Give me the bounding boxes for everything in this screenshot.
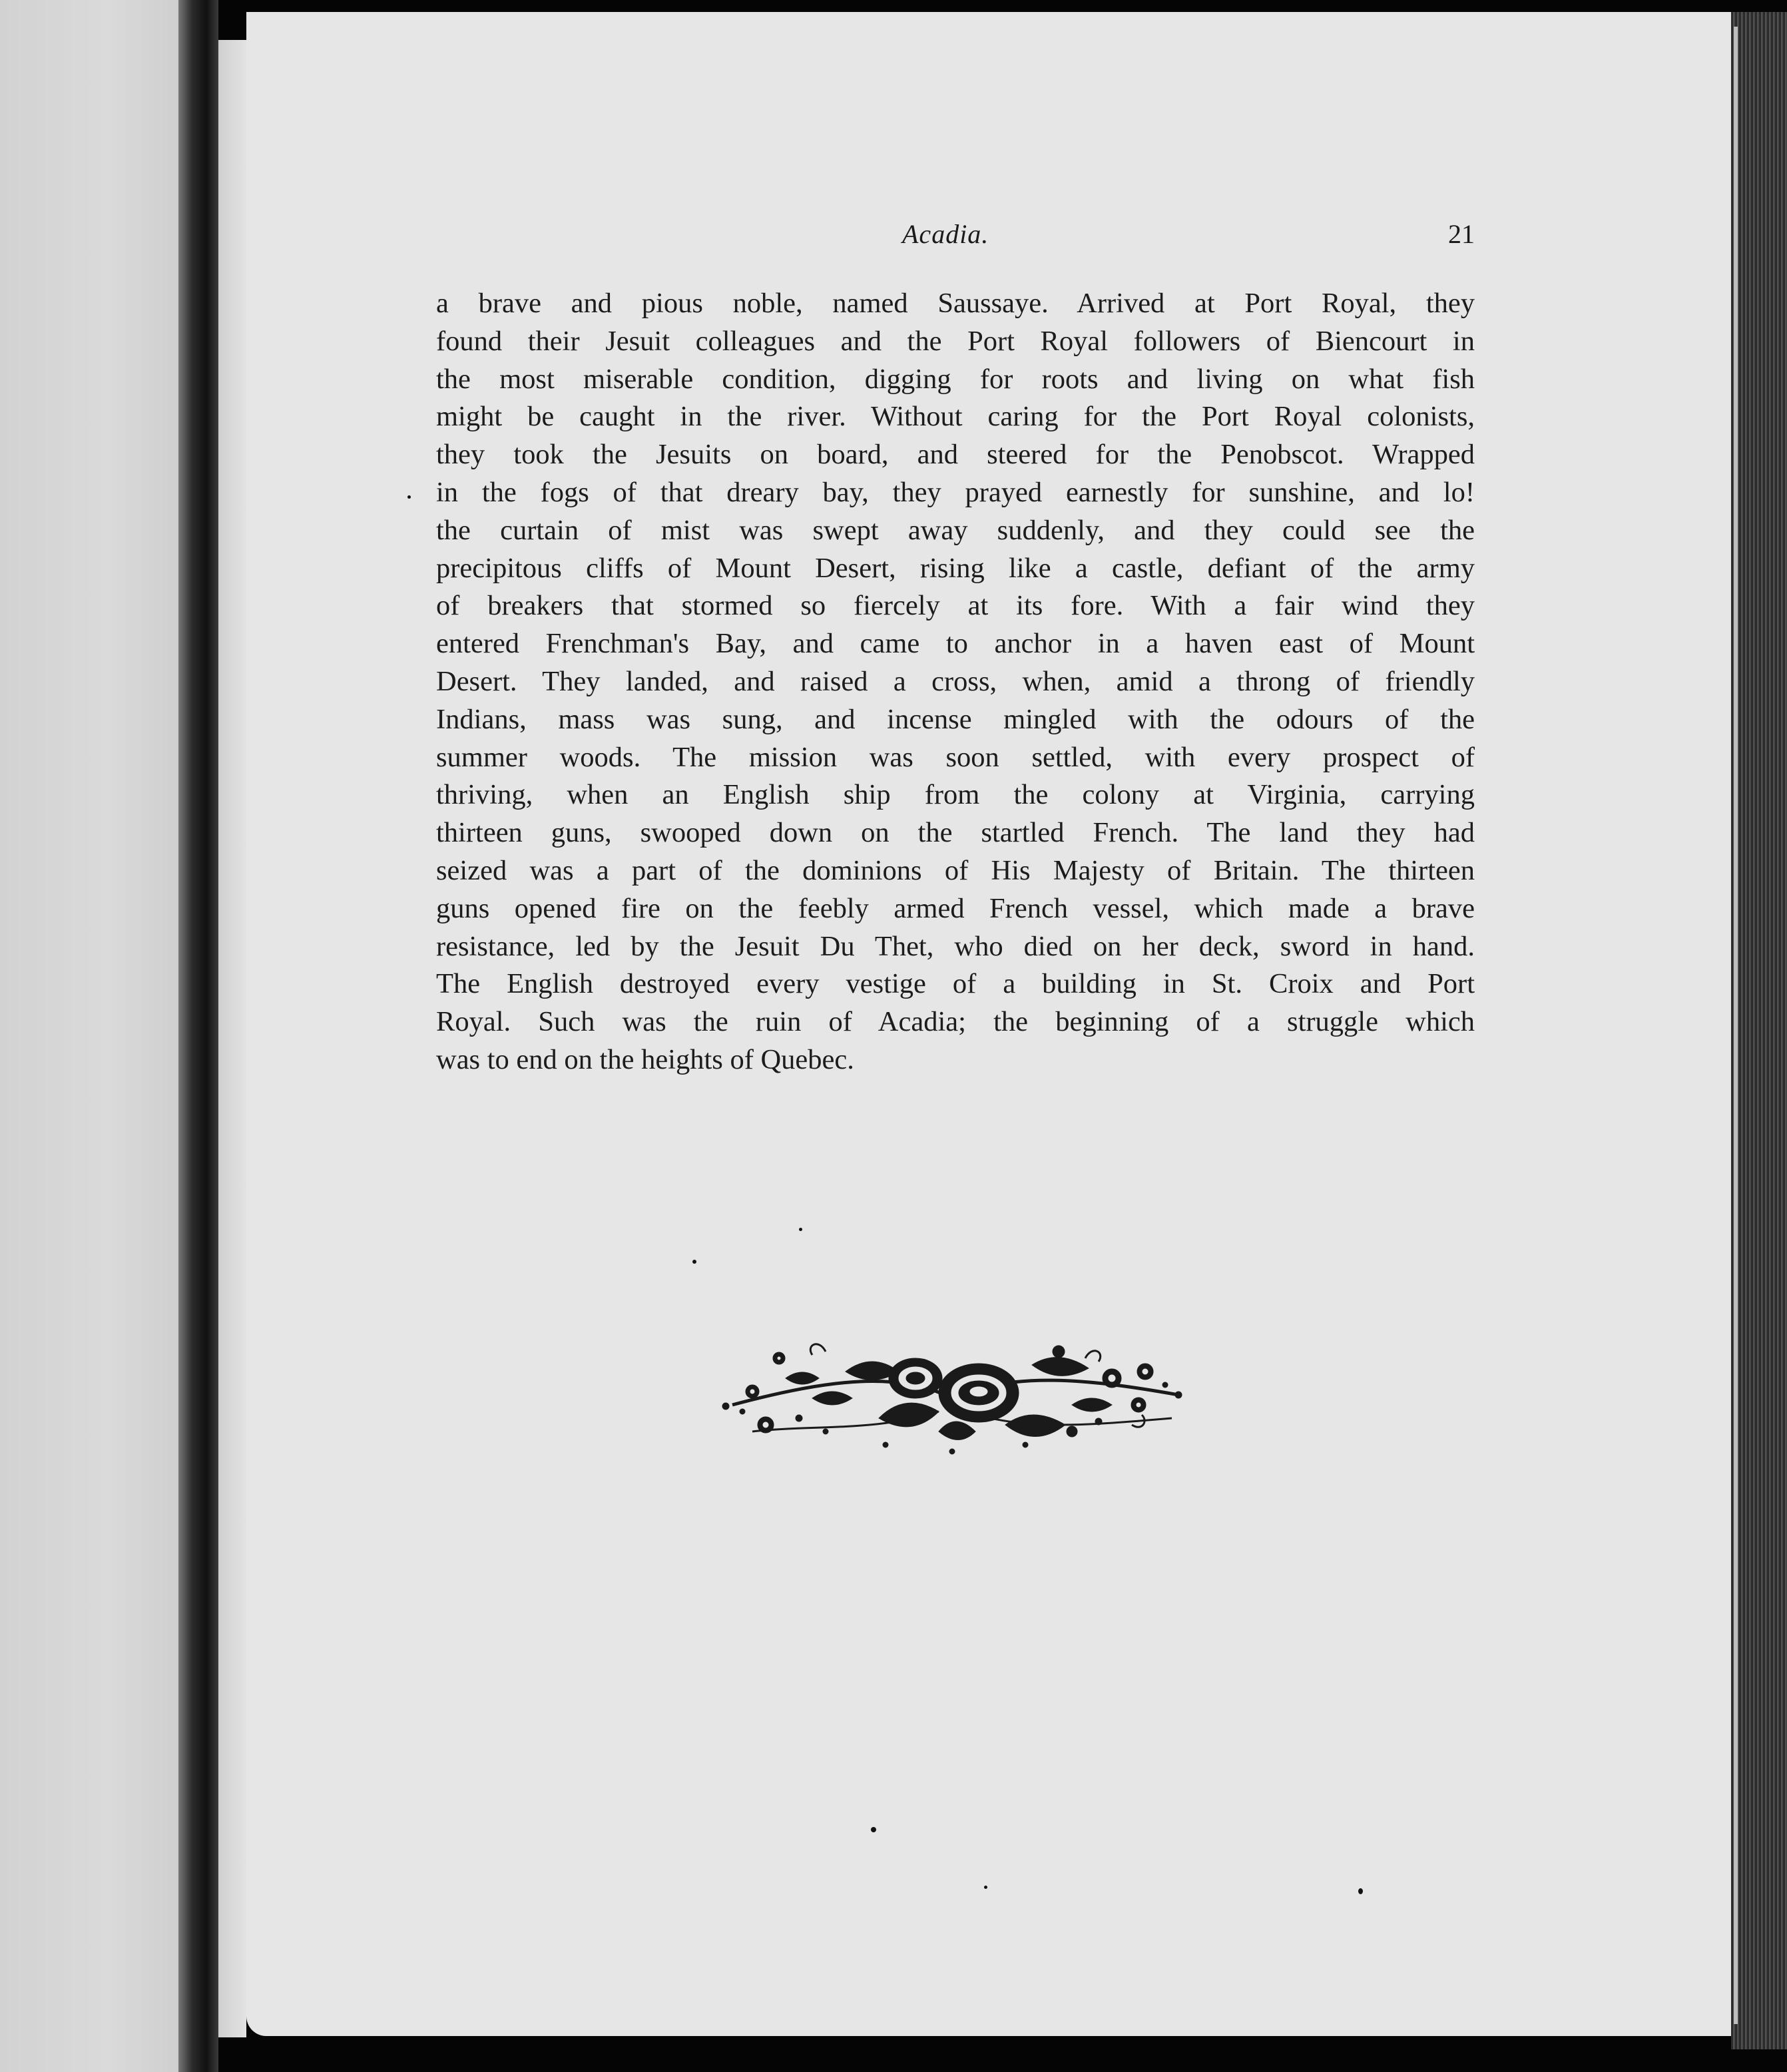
body-paragraph (436, 285, 1475, 1079)
scan-speck (692, 1260, 696, 1264)
text-line: a brave and pious noble, named Saussaye. Arrived at Port Royal, they (436, 288, 1475, 319)
text-line: resistance, led by the Jesuit Du Thet, who died on her deck, sword in hand. (436, 930, 1475, 962)
running-head (436, 218, 1475, 258)
binding-gutter (178, 0, 218, 2072)
scan-speck (984, 1886, 987, 1889)
page-stack-edge (1731, 12, 1787, 2049)
text-line: was to end on the heights of Quebec. (436, 1043, 854, 1075)
scan-speck (407, 495, 411, 499)
text-line: Royal. Such was the ruin of Acadia; the beginning of a struggle which (436, 1006, 1475, 1038)
page-number: 21 (1448, 219, 1475, 249)
text-line: in the fogs of that dreary bay, they prayed earnestly for sunshine, and lo! (436, 476, 1475, 508)
running-title: Acadia. (902, 219, 989, 249)
text-line: guns opened fire on the feebly armed French vessel, which made a brave (436, 892, 1475, 924)
text-line: the most miserable condition, digging for roots and living on what fish (436, 363, 1475, 395)
floral-tailpiece-icon (712, 1332, 1192, 1465)
gutter-page-margin (218, 40, 246, 2037)
text-line: they took the Jesuits on board, and steered for the Penobscot. Wrapped (436, 439, 1475, 471)
scan-speck (871, 1827, 876, 1832)
text-line: of breakers that stormed so fiercely at its fore. With a fair wind they (436, 590, 1475, 622)
text-line: thirteen guns, swooped down on the startled French. The land they had (436, 817, 1475, 849)
facing-page-edge (0, 0, 178, 2072)
text-line: found their Jesuit colleagues and the Port Royal followers of Biencourt in (436, 325, 1475, 357)
text-line: thriving, when an English ship from the colony at Virginia, carrying (436, 779, 1475, 811)
text-line: precipitous cliffs of Mount Desert, rising like a castle, defiant of the army (436, 552, 1475, 584)
page-stack-highlight (1734, 27, 1738, 2024)
text-line: might be caught in the river. Without caring for the Port Royal colonists, (436, 401, 1475, 433)
text-line: seized was a part of the dominions of His Majesty of Britain. The thirteen (436, 854, 1475, 886)
text-line: summer woods. The mission was soon settled, with every prospect of (436, 741, 1475, 773)
text-line: The English destroyed every vestige of a building in St. Croix and Port (436, 968, 1475, 1000)
scan-speck (799, 1228, 802, 1231)
scan-speck (1358, 1888, 1363, 1894)
text-line: Indians, mass was sung, and incense mingled with the odours of the (436, 703, 1475, 735)
text-line: Desert. They landed, and raised a cross, when, amid a throng of friendly (436, 665, 1475, 697)
text-line: entered Frenchman's Bay, and came to anchor in a haven east of Mount (436, 628, 1475, 660)
text-line: the curtain of mist was swept away suddenly, and they could see the (436, 514, 1475, 546)
